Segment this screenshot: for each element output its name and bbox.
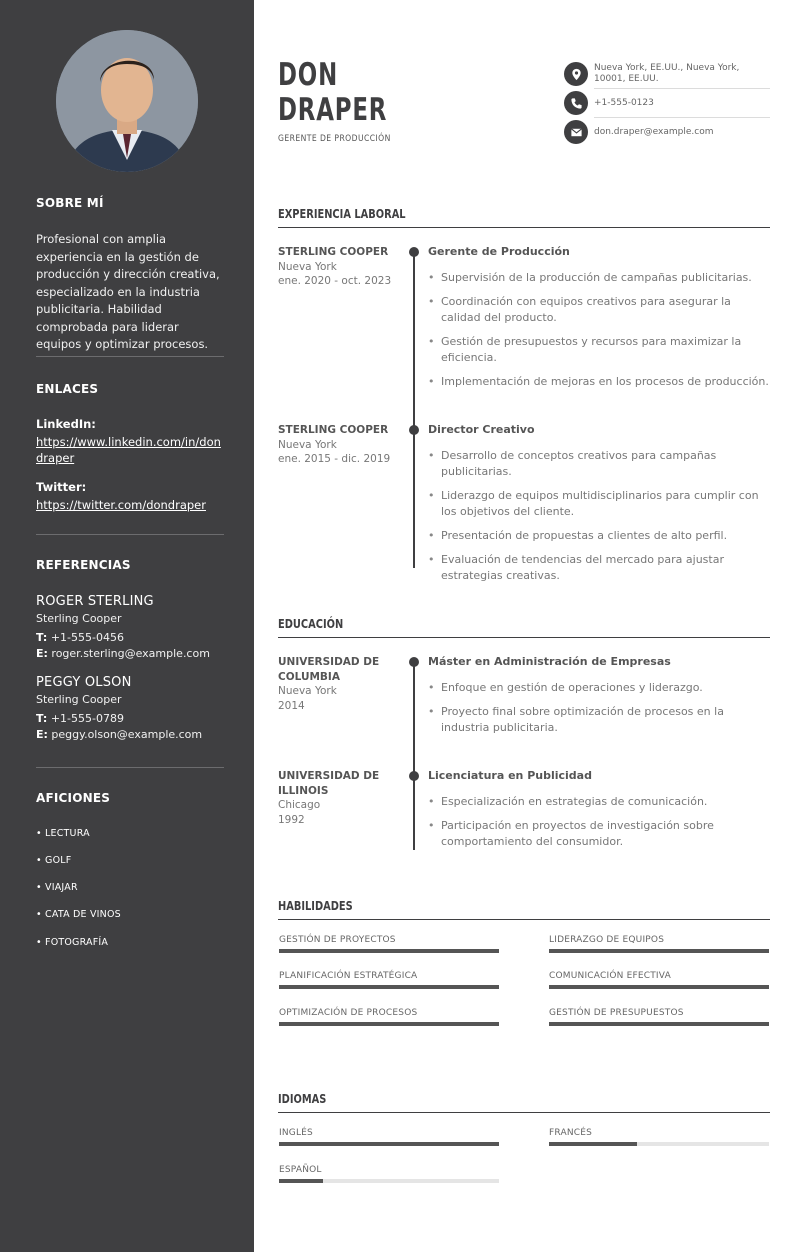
- divider: [594, 88, 770, 89]
- education-meta: [278, 769, 390, 827]
- reference-email: E: peggy.olson@example.com: [36, 727, 203, 741]
- skill-bar: [279, 949, 499, 953]
- dates: 1992: [278, 813, 305, 826]
- candidate-name: [278, 58, 387, 128]
- language-bar: [549, 1142, 769, 1146]
- education-title: EDUCACIÓN: [278, 617, 770, 638]
- institution: UNIVERSIDAD DE ILLINOIS: [278, 770, 380, 797]
- reference-item: [36, 593, 224, 662]
- link-linkedin: [36, 416, 224, 466]
- list-item: • Coordinación con equipos creativos para asegurar la calidad del producto.: [428, 294, 770, 326]
- experience-meta: [278, 245, 398, 289]
- employer: STERLING COOPER: [278, 424, 389, 436]
- portrait-photo: [56, 30, 198, 172]
- location: Nueva York: [278, 260, 337, 273]
- skill-bar: [549, 1022, 769, 1026]
- links-title: ENLACES: [36, 382, 99, 396]
- reference-email: E: roger.sterling@example.com: [36, 646, 210, 660]
- list-item: • Enfoque en gestión de operaciones y liderazgo.: [428, 680, 770, 696]
- address-text: Nueva York, EE.UU., Nueva York, 10001, EE.UU.: [594, 63, 740, 84]
- language-name: FRANCÉS: [549, 1128, 593, 1138]
- hobby-item: • VIAJAR: [36, 882, 78, 893]
- language-bar: [279, 1179, 499, 1183]
- timeline-dot: [409, 771, 419, 781]
- language-name: INGLÉS: [279, 1128, 313, 1138]
- education-meta: [278, 655, 390, 713]
- skill-level-fill: [279, 949, 499, 953]
- timeline-dot: [409, 657, 419, 667]
- bullet-list: [428, 448, 770, 592]
- timeline-dot: [409, 247, 419, 257]
- language-level-fill: [279, 1142, 499, 1146]
- about-title: SOBRE MÍ: [36, 196, 104, 210]
- list-item: • Implementación de mejoras en los procesos de producción.: [428, 374, 770, 390]
- skill-bar: [279, 985, 499, 989]
- skill-item: [279, 971, 499, 989]
- refs-title: REFERENCIAS: [36, 558, 131, 572]
- envelope-icon: [564, 120, 588, 144]
- sidebar: [0, 0, 254, 1252]
- bullet-list: [428, 680, 770, 744]
- reference-name: ROGER STERLING: [36, 594, 154, 609]
- hobby-item: • FOTOGRAFÍA: [36, 937, 109, 948]
- institution: UNIVERSIDAD DE COLUMBIA: [278, 656, 380, 683]
- skill-name: GESTIÓN DE PRESUPUESTOS: [549, 1008, 684, 1018]
- reference-item: [36, 674, 224, 743]
- divider: [36, 534, 224, 535]
- skill-level-fill: [549, 1022, 769, 1026]
- linkedin-label: LinkedIn:: [36, 417, 96, 431]
- language-name: ESPAÑOL: [279, 1165, 322, 1175]
- list-item: • Proyecto final sobre optimización de procesos en la industria publicitaria.: [428, 704, 770, 736]
- avatar: [56, 30, 198, 172]
- skill-item: [549, 1008, 769, 1026]
- location: Nueva York: [278, 438, 337, 451]
- language-bar: [279, 1142, 499, 1146]
- experience-meta: [278, 423, 398, 467]
- phone-icon: [564, 91, 588, 115]
- skill-level-fill: [549, 985, 769, 989]
- divider: [594, 117, 770, 118]
- contact-email: [564, 120, 770, 144]
- language-item: [279, 1165, 499, 1183]
- reference-name: PEGGY OLSON: [36, 675, 132, 690]
- timeline-dot: [409, 425, 419, 435]
- job-title: GERENTE DE PRODUCCIÓN: [278, 134, 391, 144]
- list-item: • Evaluación de tendencias del mercado para ajustar estrategias creativas.: [428, 552, 770, 584]
- position-title: Director Creativo: [428, 423, 535, 436]
- employer: STERLING COOPER: [278, 246, 389, 258]
- skill-name: LIDERAZGO DE EQUIPOS: [549, 935, 665, 945]
- skill-item: [549, 971, 769, 989]
- reference-company: Sterling Cooper: [36, 611, 122, 625]
- list-item: • Participación en proyectos de investigación sobre comportamiento del consumidor.: [428, 818, 770, 850]
- list-item: • Especialización en estrategias de comunicación.: [428, 794, 770, 810]
- skill-bar: [549, 949, 769, 953]
- list-item: • Presentación de propuestas a clientes de alto perfil.: [428, 528, 770, 544]
- degree-title: Máster en Administración de Empresas: [428, 655, 671, 668]
- contact-phone: [564, 91, 770, 115]
- reference-company: Sterling Cooper: [36, 692, 122, 706]
- bullet-list: [428, 794, 770, 858]
- divider: [36, 767, 224, 768]
- language-level-fill: [279, 1179, 323, 1183]
- hobbies-title: AFICIONES: [36, 791, 111, 805]
- skill-name: COMUNICACIÓN EFECTIVA: [549, 971, 671, 981]
- dates: ene. 2020 - oct. 2023: [278, 275, 392, 287]
- about-text: Profesional con amplia experiencia en la gestión de producción y dirección creativa, especializado en la industria publicitaria. Habilidad comprobada para liderar equipos y optimizar procesos.: [36, 232, 220, 351]
- experience-timeline: [413, 252, 415, 568]
- skill-bar: [279, 1022, 499, 1026]
- skill-name: GESTIÓN DE PROYECTOS: [279, 935, 396, 945]
- twitter-url[interactable]: https://twitter.com/dondraper: [36, 497, 206, 512]
- twitter-label: Twitter:: [36, 480, 87, 494]
- skill-bar: [549, 985, 769, 989]
- reference-phone: T: +1-555-0456: [36, 630, 124, 644]
- list-item: • Gestión de presupuestos y recursos para maximizar la eficiencia.: [428, 334, 770, 366]
- skill-item: [549, 935, 769, 953]
- divider: [36, 356, 224, 357]
- dates: ene. 2015 - dic. 2019: [278, 453, 391, 465]
- position-title: Gerente de Producción: [428, 245, 570, 258]
- skill-level-fill: [549, 949, 769, 953]
- hobby-item: • GOLF: [36, 855, 72, 866]
- hobby-item: • CATA DE VINOS: [36, 909, 121, 920]
- hobby-item: • LECTURA: [36, 828, 90, 839]
- skill-level-fill: [279, 1022, 499, 1026]
- bullet-list: [428, 270, 770, 398]
- location-pin-icon: [564, 62, 588, 86]
- first-name: DON: [278, 57, 339, 93]
- reference-phone: T: +1-555-0789: [36, 711, 124, 725]
- skills-title: HABILIDADES: [278, 899, 770, 920]
- list-item: • Supervisión de la producción de campañas publicitarias.: [428, 270, 770, 286]
- link-twitter: [36, 479, 224, 513]
- experience-title: EXPERIENCIA LABORAL: [278, 207, 770, 228]
- education-timeline: [413, 662, 415, 850]
- list-item: • Liderazgo de equipos multidisciplinarios para cumplir con los objetivos del cliente.: [428, 488, 770, 520]
- degree-title: Licenciatura en Publicidad: [428, 769, 592, 782]
- linkedin-url[interactable]: https://www.linkedin.com/in/dondraper: [36, 434, 221, 465]
- location: Chicago: [278, 799, 321, 811]
- list-item: • Desarrollo de conceptos creativos para campañas publicitarias.: [428, 448, 770, 480]
- phone-text: +1-555-0123: [594, 97, 654, 108]
- language-level-fill: [549, 1142, 637, 1146]
- last-name: DRAPER: [278, 92, 388, 128]
- skill-name: PLANIFICACIÓN ESTRATÉGICA: [279, 971, 418, 981]
- contact-address: [564, 62, 770, 86]
- skill-level-fill: [279, 985, 499, 989]
- skill-name: OPTIMIZACIÓN DE PROCESOS: [279, 1008, 418, 1018]
- location: Nueva York: [278, 685, 337, 697]
- skill-item: [279, 935, 499, 953]
- language-item: [549, 1128, 769, 1146]
- email-text: don.draper@example.com: [594, 126, 714, 137]
- languages-title: IDIOMAS: [278, 1092, 770, 1113]
- skill-item: [279, 1008, 499, 1026]
- language-item: [279, 1128, 499, 1146]
- dates: 2014: [278, 699, 305, 712]
